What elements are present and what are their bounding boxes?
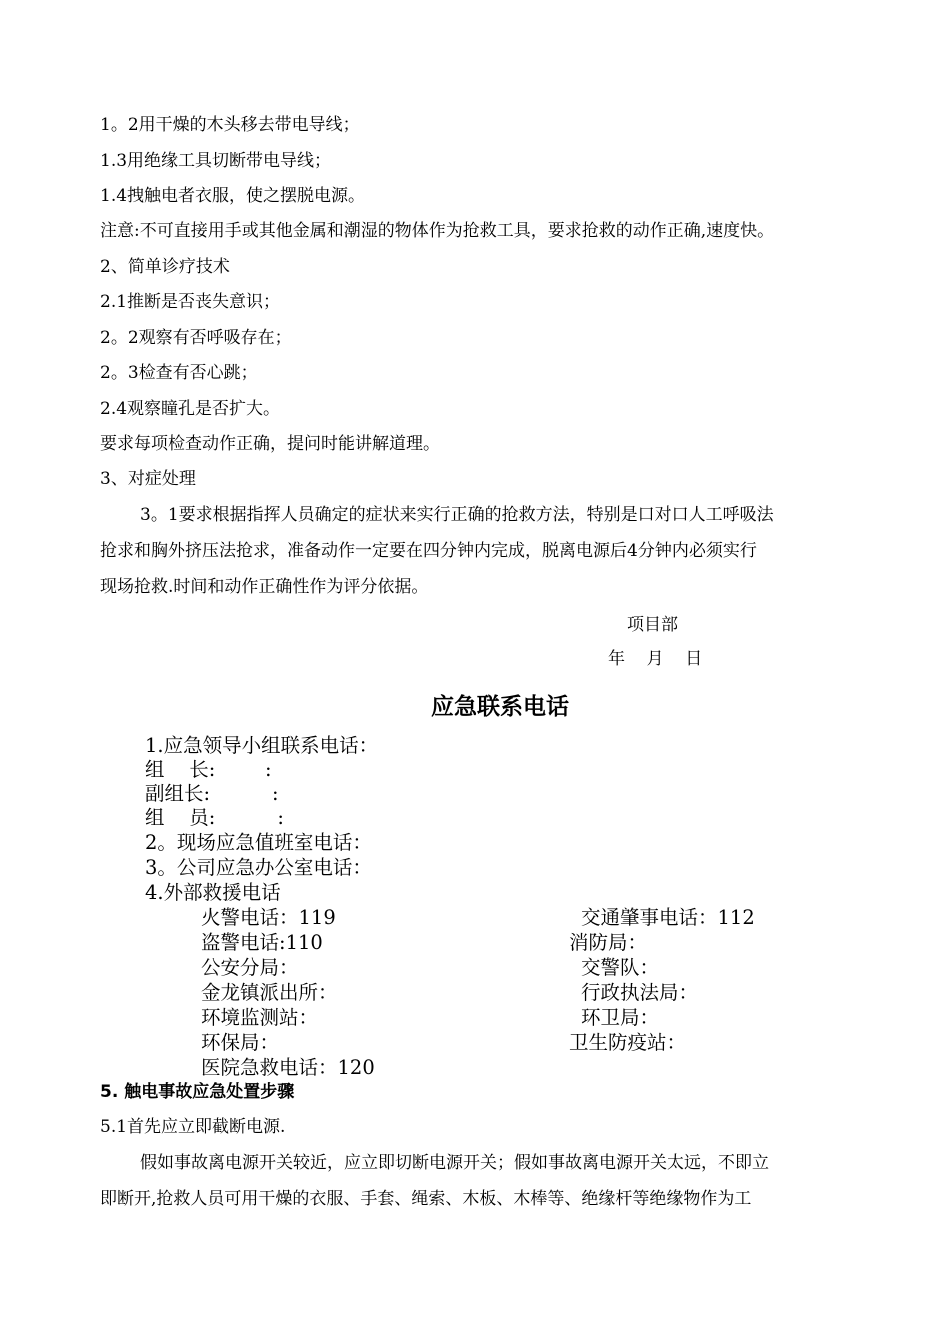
requirement-text: 要求每项检查动作正确，提问时能讲解道理。 [100,434,440,454]
contact-fire: 火警电话：119 [201,906,336,929]
section-5-heading: 5. 触电事故应急处置步骤 [100,1082,295,1102]
contacts-external: 4.外部救援电话 [145,881,281,904]
step-2-3: 2。3检查有否心跳； [100,363,258,383]
paragraph-3-1-line-3: 现场抢救.时间和动作正确性作为评分依据。 [100,577,429,597]
contacts-duty-room: 2。现场应急值班室电话： [145,831,372,854]
heading-diagnosis: 2、简单诊疗技术 [100,257,230,277]
note-paragraph: 注意:不可直接用手或其他金属和潮湿的物体作为抢救工具，要求抢救的动作正确,速度快。 [100,221,775,241]
step-5-1: 5.1首先应立即截断电源. [100,1117,286,1137]
contact-fire-bureau: 消防局： [569,931,648,954]
date-signature: 年 月 日 [608,649,703,669]
section-5-paragraph-line-1: 假如事故离电源开关较近，应立即切断电源开关；假如事故离电源开关太远，不即立 [140,1153,769,1173]
step-1-4: 1.4拽触电者衣服，使之摆脱电源。 [100,186,366,206]
department-signature: 项目部 [627,615,678,635]
contact-public-security: 公安分局： [201,956,299,979]
contacts-vice-leader: 副组长: : [145,782,279,805]
step-1-2: 1。2用干燥的木头移去带电导线； [100,115,360,135]
contact-theft: 盗警电话:110 [201,931,323,954]
contacts-leader-group: 1.应急领导小组联系电话： [145,734,379,757]
contact-hospital: 医院急救电话：120 [201,1056,375,1079]
paragraph-3-1-line-2: 抢求和胸外挤压法抢求，准备动作一定要在四分钟内完成，脱离电源后4分钟内必须实行 [100,541,757,561]
step-2-4: 2.4观察瞳孔是否扩大。 [100,399,281,419]
contact-police-station: 金龙镇派出所： [201,981,338,1004]
contact-env-monitoring: 环境监测站： [201,1006,319,1029]
step-1-3: 1.3用绝缘工具切断带电导线； [100,151,332,171]
contact-law-enforcement: 行政执法局： [581,981,699,1004]
contacts-title: 应急联系电话 [431,694,569,720]
step-2-1: 2.1推断是否丧失意识； [100,292,281,312]
section-5-paragraph-line-2: 即断开,抢救人员可用干燥的衣服、手套、绳索、木板、木棒等、绝缘杆等绝缘物作为工 [100,1189,752,1209]
heading-treatment: 3、对症处理 [100,469,196,489]
contact-env-protection: 环保局： [201,1031,280,1054]
contacts-leader: 组 长: : [145,758,272,781]
contact-sanitation: 环卫局： [581,1006,660,1029]
contact-epidemic-station: 卫生防疫站： [569,1031,687,1054]
contact-traffic-accident: 交通肇事电话：112 [581,906,755,929]
paragraph-3-1-line-1: 3。1要求根据指挥人员确定的症状来实行正确的抢救方法，特别是口对口人工呼吸法 [140,505,774,525]
contact-traffic-police: 交警队： [581,956,660,979]
contacts-member: 组 员: : [145,806,284,829]
contacts-company-office: 3。公司应急办公室电话： [145,856,372,879]
step-2-2: 2。2观察有否呼吸存在； [100,328,292,348]
